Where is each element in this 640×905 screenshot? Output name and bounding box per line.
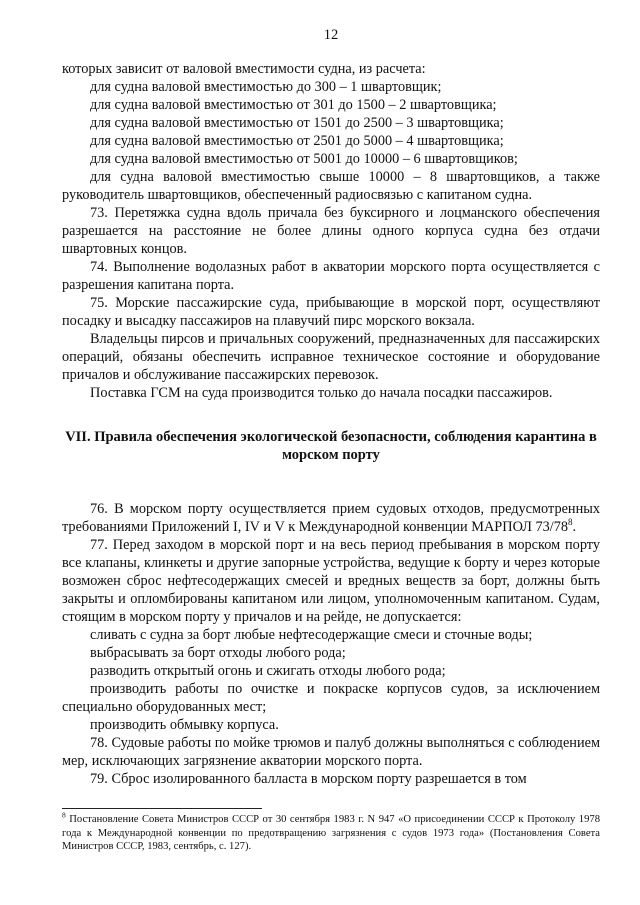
body-text-top xyxy=(62,60,600,402)
footnote-mark: 8 xyxy=(62,810,66,820)
list-item: для судна валовой вместимостью до 300 – 1 швартовщик; xyxy=(90,79,442,95)
paragraph-75: 75. Морские пассажирские суда, прибывающие в морской порт, осуществляют посадку и высадку пассажиров на плавучий пирс морского вокзала. xyxy=(62,295,600,329)
paragraph-78: 78. Судовые работы по мойке трюмов и палуб должны выполняться с соблюдением мер, исключающих загрязнение акватории морского порта. xyxy=(62,735,600,769)
list-item: сливать с судна за борт любые нефтесодержащие смеси и сточные воды; xyxy=(90,627,533,643)
list-item: для судна валовой вместимостью от 301 до 1500 – 2 швартовщика; xyxy=(90,97,497,113)
list-item: для судна валовой вместимостью от 2501 до 5000 – 4 швартовщика; xyxy=(90,133,504,149)
paragraph-77: 77. Перед заходом в морской порт и на весь период пребывания в морском порту все клапаны, клинкеты и другие запорные устройства, ведущие к борту и через которые возможен сброс нефтесодержащих смесей и вредных веществ за борт, должны быть закрыты и опломбированы капитаном или лицом, уполномоченным капитаном. Судам, стоящим в морском порту у причалов и на рейде, не допускается: xyxy=(62,537,600,625)
footnote-divider xyxy=(62,808,262,809)
footnote-8 xyxy=(62,810,600,854)
list-item: разводить открытый огонь и сжигать отходы любого рода; xyxy=(90,663,446,679)
page-number: 12 xyxy=(323,27,339,43)
paragraph-76 xyxy=(62,500,600,536)
paragraph: Поставка ГСМ на суда производится только до начала посадки пассажиров. xyxy=(90,385,553,401)
list-item: производить обмывку корпуса. xyxy=(90,717,279,733)
footnote-text: Постановление Совета Министров СССР от 30 сентября 1983 г. N 947 «О присоединении СССР к Протоколу 1978 года к Международной конвенции по предотвращению загрязнения с судов 1973 года» (Постановления Совета Министров СССР, 1983, сентябрь, с. 127). xyxy=(62,814,600,852)
section-heading: VII. Правила обеспечения экологической безопасности, соблюдения карантина в морском порту xyxy=(65,429,597,463)
footnote-reference[interactable]: 8 xyxy=(568,517,573,528)
list-item: выбрасывать за борт отходы любого рода; xyxy=(90,645,346,661)
paragraph-79: 79. Сброс изолированного балласта в морском порту разрешается в том xyxy=(90,771,527,787)
paragraph: которых зависит от валовой вместимости судна, из расчета: xyxy=(62,61,426,77)
list-item: для судна валовой вместимостью свыше 10000 – 8 швартовщиков, а также руководитель швартовщиков, обеспеченный радиосвязью с капитаном судна. xyxy=(62,169,600,203)
list-item: производить работы по очистке и покраске корпусов судов, за исключением специально оборудованных мест; xyxy=(62,681,600,715)
list-item: для судна валовой вместимостью от 5001 до 10000 – 6 швартовщиков; xyxy=(90,151,518,167)
paragraph-73: 73. Перетяжка судна вдоль причала без буксирного и лоцманского обеспечения разрешается на расстояние не более длины одного корпуса судна без отдачи швартовных концов. xyxy=(62,205,600,257)
paragraph-76-text: 76. В морском порту осуществляется прием судовых отходов, предусмотренных требованиями Приложений I, IV и V к Международной конвенции МАРПОЛ 73/78 xyxy=(62,501,600,535)
document-page xyxy=(62,26,600,788)
paragraph-74: 74. Выполнение водолазных работ в акватории морского порта осуществляется с разрешения капитана порта. xyxy=(62,259,600,293)
body-text-bottom xyxy=(62,500,600,788)
paragraph: Владельцы пирсов и причальных сооружений, предназначенных для пассажирских операций, обязаны обеспечить исправное техническое состояние и оборудование причалов и обслуживание пассажирских перевозок. xyxy=(62,331,600,383)
list-item: для судна валовой вместимостью от 1501 до 2500 – 3 швартовщика; xyxy=(90,115,504,131)
paragraph-76-tail: . xyxy=(572,519,577,535)
footnotes xyxy=(62,808,600,854)
